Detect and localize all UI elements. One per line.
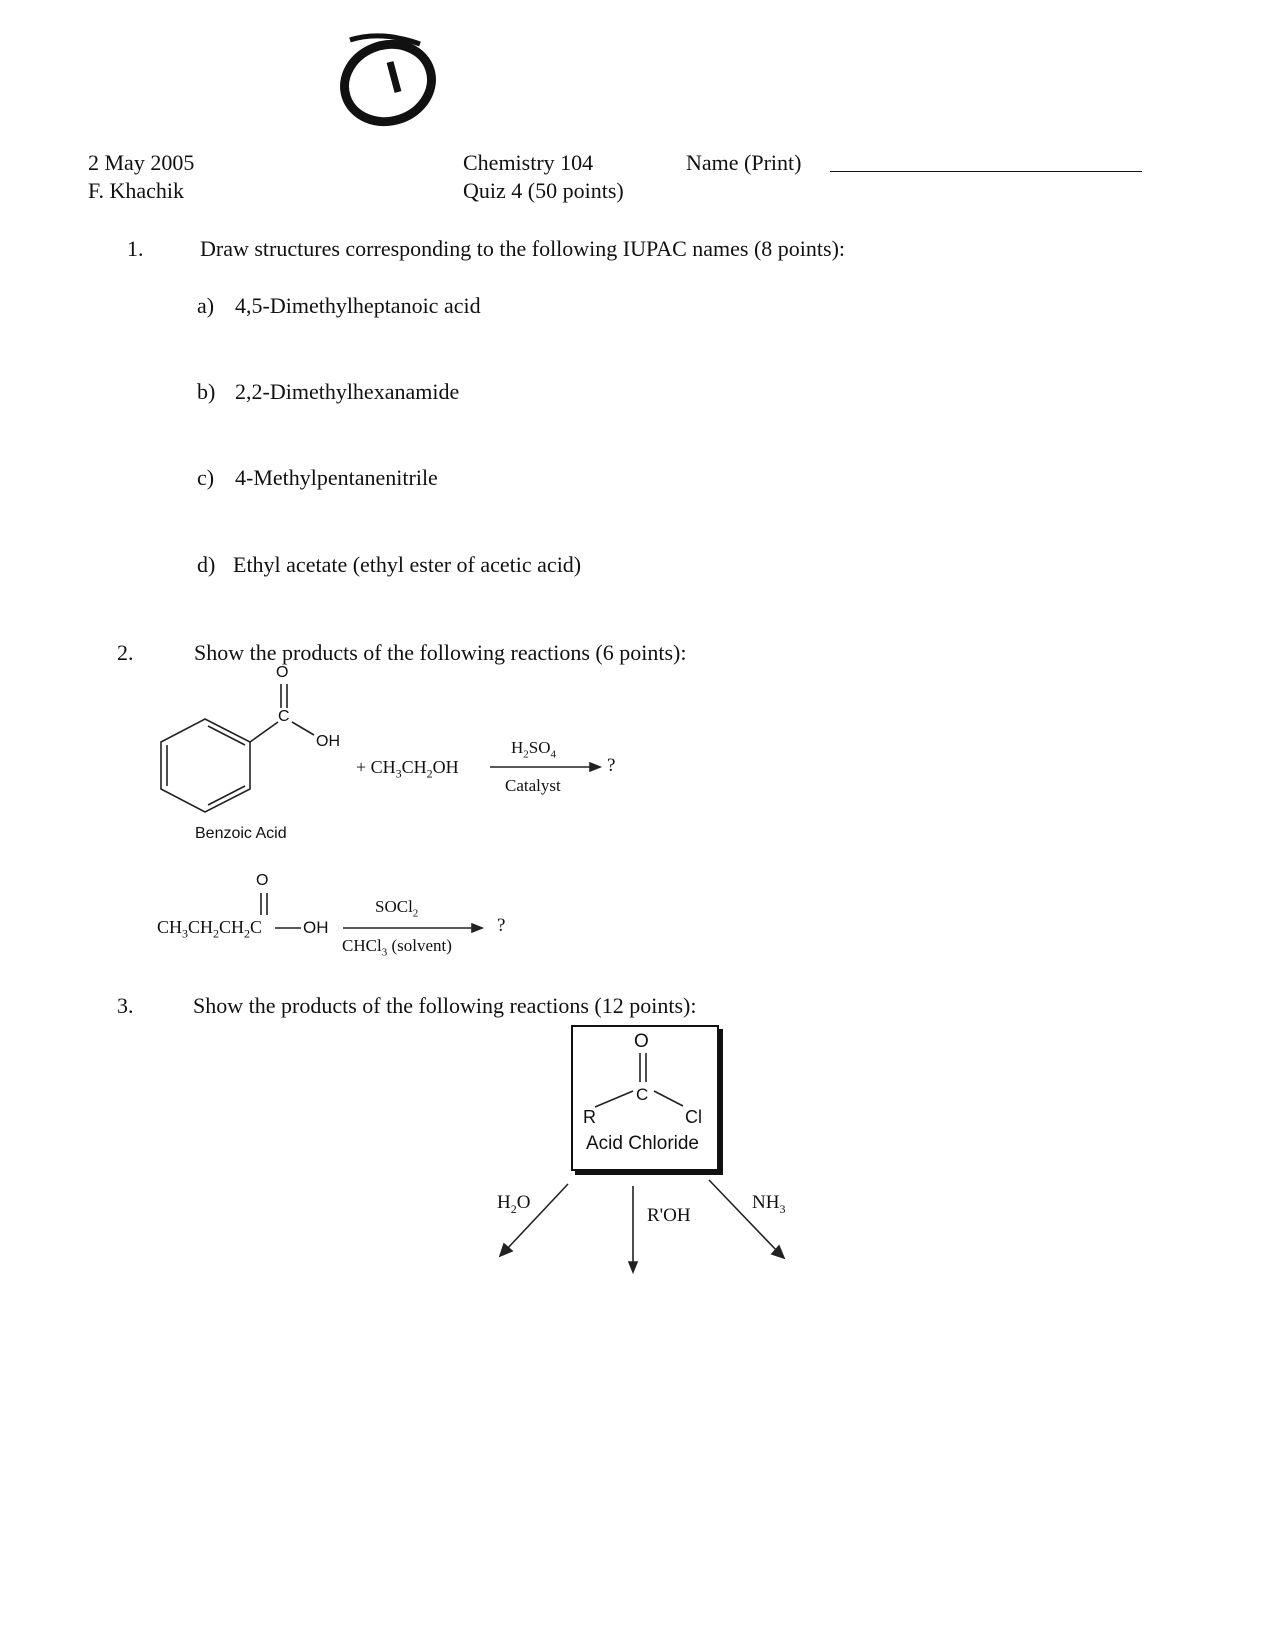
benzoic-carbonyl-o: O [276,664,289,681]
reaction1-reagent: + $CH_3CH_2OH$ [356,757,459,781]
reaction2-reagent-above: SOCl$_2$ [375,897,419,920]
reaction2-product: ? [497,915,506,936]
acid-chloride-r: R [583,1107,596,1127]
reaction1-catalyst-above: $H_2SO_4$ [511,738,557,761]
acid-chloride-box [571,1025,719,1171]
benzoic-acid-structure [161,684,314,812]
q1-item-b: 2,2-Dimethylhexanamide [235,379,460,404]
reaction2-reagent-below: CHCl$_3$ (solvent) [342,936,452,959]
reaction2-arrow [343,924,482,932]
benzoic-oh: OH [316,733,340,750]
q1-prompt: Draw structures corresponding to the following IUPAC names (8 points): [200,236,846,261]
q2-number: 2. [117,640,134,665]
q2-prompt: Show the products of the following reactions (6 points): [194,640,687,665]
q1-number: 1. [127,236,144,261]
acid-chloride-caption: Acid Chloride [586,1133,699,1154]
butanoic-oh: OH [303,918,329,937]
acid-chloride-arrows [500,1180,784,1272]
quiz-title: Quiz 4 (50 points) [463,178,624,203]
q1-item-c-label: c) [197,465,215,490]
reaction1-product: ? [607,755,616,776]
instructor: F. Khachik [88,178,185,203]
q1-item-d-label: d) [197,552,216,577]
acid-chloride-c: C [636,1085,649,1104]
acid-chloride-o: O [634,1031,649,1052]
name-label: Name (Print) [686,150,802,175]
q1-item-c: 4-Methylpentanenitrile [235,465,438,490]
q1-item-a: 4,5-Dimethylheptanoic acid [235,293,481,318]
benzoic-acid-caption: Benzoic Acid [195,825,287,842]
reaction1-catalyst-below: Catalyst [505,776,561,795]
benzoic-carbonyl-c: C [278,708,290,725]
q1-item-a-label: a) [197,293,215,318]
q3-number: 3. [117,993,134,1018]
acid-chloride-cl: Cl [685,1107,702,1127]
q3-prompt: Show the products of the following reactions (12 points): [193,993,697,1018]
course-title: Chemistry 104 [463,150,594,175]
reagent-ammonia: $NH_3$ [752,1192,786,1216]
butanoic-chain: $CH_3CH_2CH_2C$ [157,917,263,941]
reaction1-arrow [490,763,600,771]
grade-mark-circle [334,33,441,132]
butanoic-acid-bonds [261,893,301,928]
reagent-water: $H_2O$ [497,1192,531,1216]
name-input-line[interactable] [830,171,1142,172]
butanoic-carbonyl-o: O [256,872,269,889]
reagent-alcohol: R'OH [647,1205,691,1226]
date: 2 May 2005 [88,150,195,175]
q1-item-b-label: b) [197,379,216,404]
q1-item-d: Ethyl acetate (ethyl ester of acetic acid) [233,552,582,577]
